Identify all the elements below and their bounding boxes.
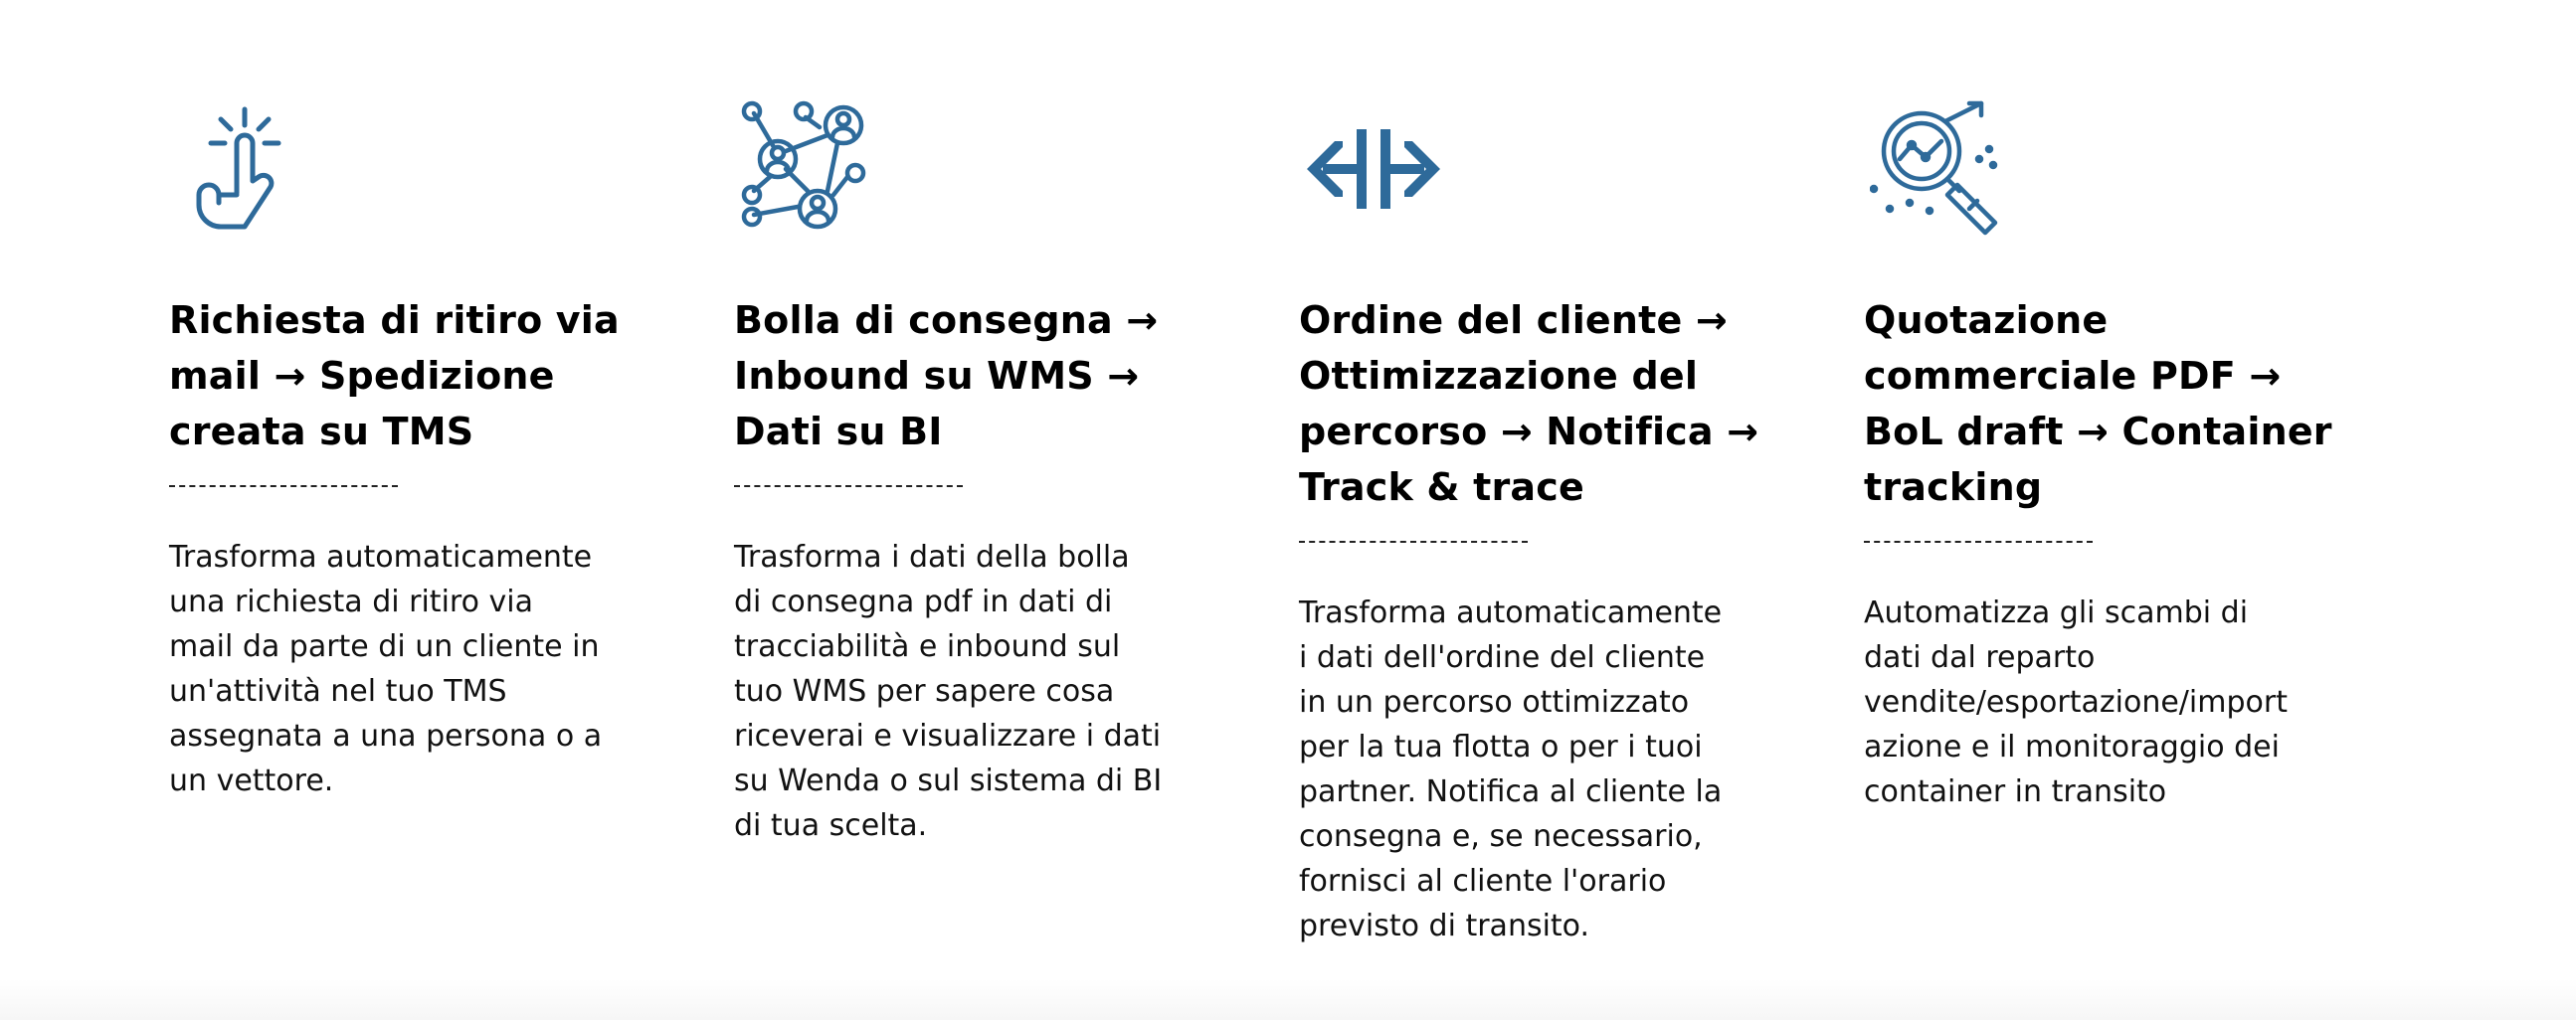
dashed-divider xyxy=(1864,541,2093,543)
feature-title: Richiesta di ritiro via mail → Spedizione creata su TMS xyxy=(169,298,620,453)
network-people-icon xyxy=(740,99,879,239)
feature-card-delivery-note xyxy=(734,99,1261,848)
feature-description: Trasforma i dati della bolla di consegna pdf in dati di tracciabilità e inbound sul tuo WMS per sapere cosa riceverai e visualizzare i dati su Wenda o sul sistema di BI di tua scelta. xyxy=(734,540,1163,843)
dashed-divider xyxy=(169,485,398,487)
feature-description: Trasforma automaticamente una richiesta di ritiro via mail da parte di un cliente in un'attività nel tuo TMS assegnata a una persona o a un vettore. xyxy=(169,540,603,798)
tap-finger-icon xyxy=(175,99,314,239)
bidirectional-arrows-icon xyxy=(1305,99,1444,239)
dashed-divider xyxy=(1299,541,1528,543)
feature-title: Ordine del cliente → Ottimizzazione del percorso → Notifica → Track & trace xyxy=(1299,298,1759,509)
dashed-divider xyxy=(734,485,963,487)
feature-title: Bolla di consegna → Inbound su WMS → Dati su BI xyxy=(734,298,1159,453)
feature-description: Trasforma automaticamente i dati dell'ordine del cliente in un percorso ottimizzato per la tua flotta o per i tuoi partner. Notifica al cliente la consegna e, se necessario, fornisci al cliente l'orario previsto di transito. xyxy=(1299,595,1723,943)
magnifier-chart-icon xyxy=(1870,99,2009,239)
feature-card-pickup-request xyxy=(169,99,696,803)
feature-title: Quotazione commerciale PDF → BoL draft → Container tracking xyxy=(1864,298,2332,509)
feature-card-commercial-quote xyxy=(1864,99,2391,814)
feature-card-customer-order xyxy=(1299,99,1826,948)
feature-description: Automatizza gli scambi di dati dal reparto vendite/esportazione/import azione e il monitoraggio dei container in transito xyxy=(1864,595,2288,809)
